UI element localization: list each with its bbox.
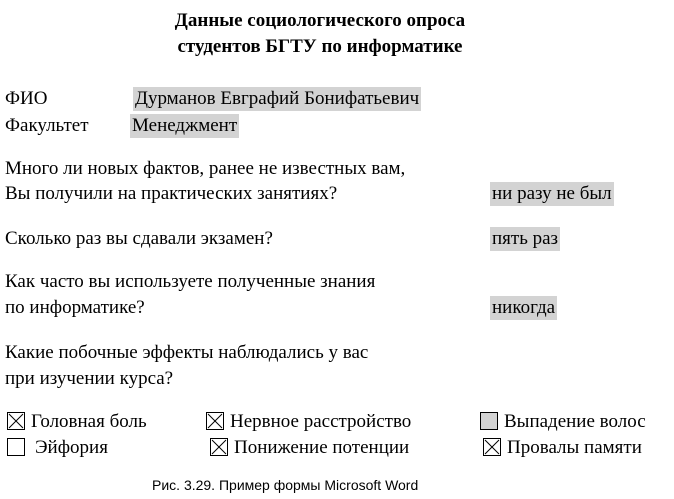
question-1-dropdown[interactable]: ни разу не был	[492, 183, 612, 204]
checkbox-option[interactable]	[483, 436, 642, 460]
question-3-dropdown[interactable]: никогда	[492, 297, 556, 318]
checkmark-x-icon	[211, 439, 227, 455]
fio-field[interactable]: Дурманов Евграфий Бонифатьевич	[135, 88, 420, 109]
checkbox-icon[interactable]	[483, 438, 501, 456]
checkbox-option[interactable]	[7, 410, 147, 434]
question-3-line1: Как часто вы используете полученные знания	[5, 271, 376, 292]
checkbox-label: Головная боль	[31, 411, 147, 432]
checkbox-option[interactable]	[210, 436, 409, 460]
checkmark-x-icon	[8, 413, 24, 429]
checkbox-icon[interactable]	[206, 412, 224, 430]
faculty-field[interactable]: Менеджмент	[132, 115, 238, 136]
checkbox-option[interactable]	[480, 410, 646, 434]
checkbox-icon[interactable]	[480, 412, 498, 430]
fio-label: ФИО	[5, 88, 48, 109]
checkbox-label: Эйфория	[35, 437, 108, 458]
checkmark-x-icon	[207, 413, 223, 429]
checkbox-label: Провалы памяти	[507, 437, 642, 458]
figure-caption: Рис. 3.29. Пример формы Microsoft Word	[152, 477, 419, 493]
question-1-line2: Вы получили на практических занятиях?	[5, 183, 338, 204]
checkbox-icon[interactable]	[7, 438, 25, 456]
checkbox-label: Выпадение волос	[504, 411, 646, 432]
question-1-line1: Много ли новых фактов, ранее не известных вам,	[5, 158, 406, 179]
checkbox-label: Понижение потенции	[234, 437, 410, 458]
checkbox-icon[interactable]	[7, 412, 25, 430]
checkbox-label: Нервное расстройство	[230, 411, 412, 432]
question-4-line2: при изучении курса?	[5, 368, 174, 389]
faculty-label: Факультет	[5, 115, 89, 136]
checkmark-x-icon	[484, 439, 500, 455]
checkbox-icon[interactable]	[210, 438, 228, 456]
form-title-line2: студентов БГТУ по информатике	[177, 36, 463, 57]
question-2-dropdown[interactable]: пять раз	[492, 228, 559, 249]
form-title-line1: Данные социологического опроса	[174, 10, 466, 31]
question-4-line1: Какие побочные эффекты наблюдались у вас	[5, 342, 369, 363]
question-3-line2: по информатике?	[5, 297, 145, 318]
checkbox-option[interactable]	[206, 410, 411, 434]
question-2-line1: Сколько раз вы сдавали экзамен?	[5, 228, 273, 249]
checkbox-option[interactable]	[7, 436, 108, 460]
